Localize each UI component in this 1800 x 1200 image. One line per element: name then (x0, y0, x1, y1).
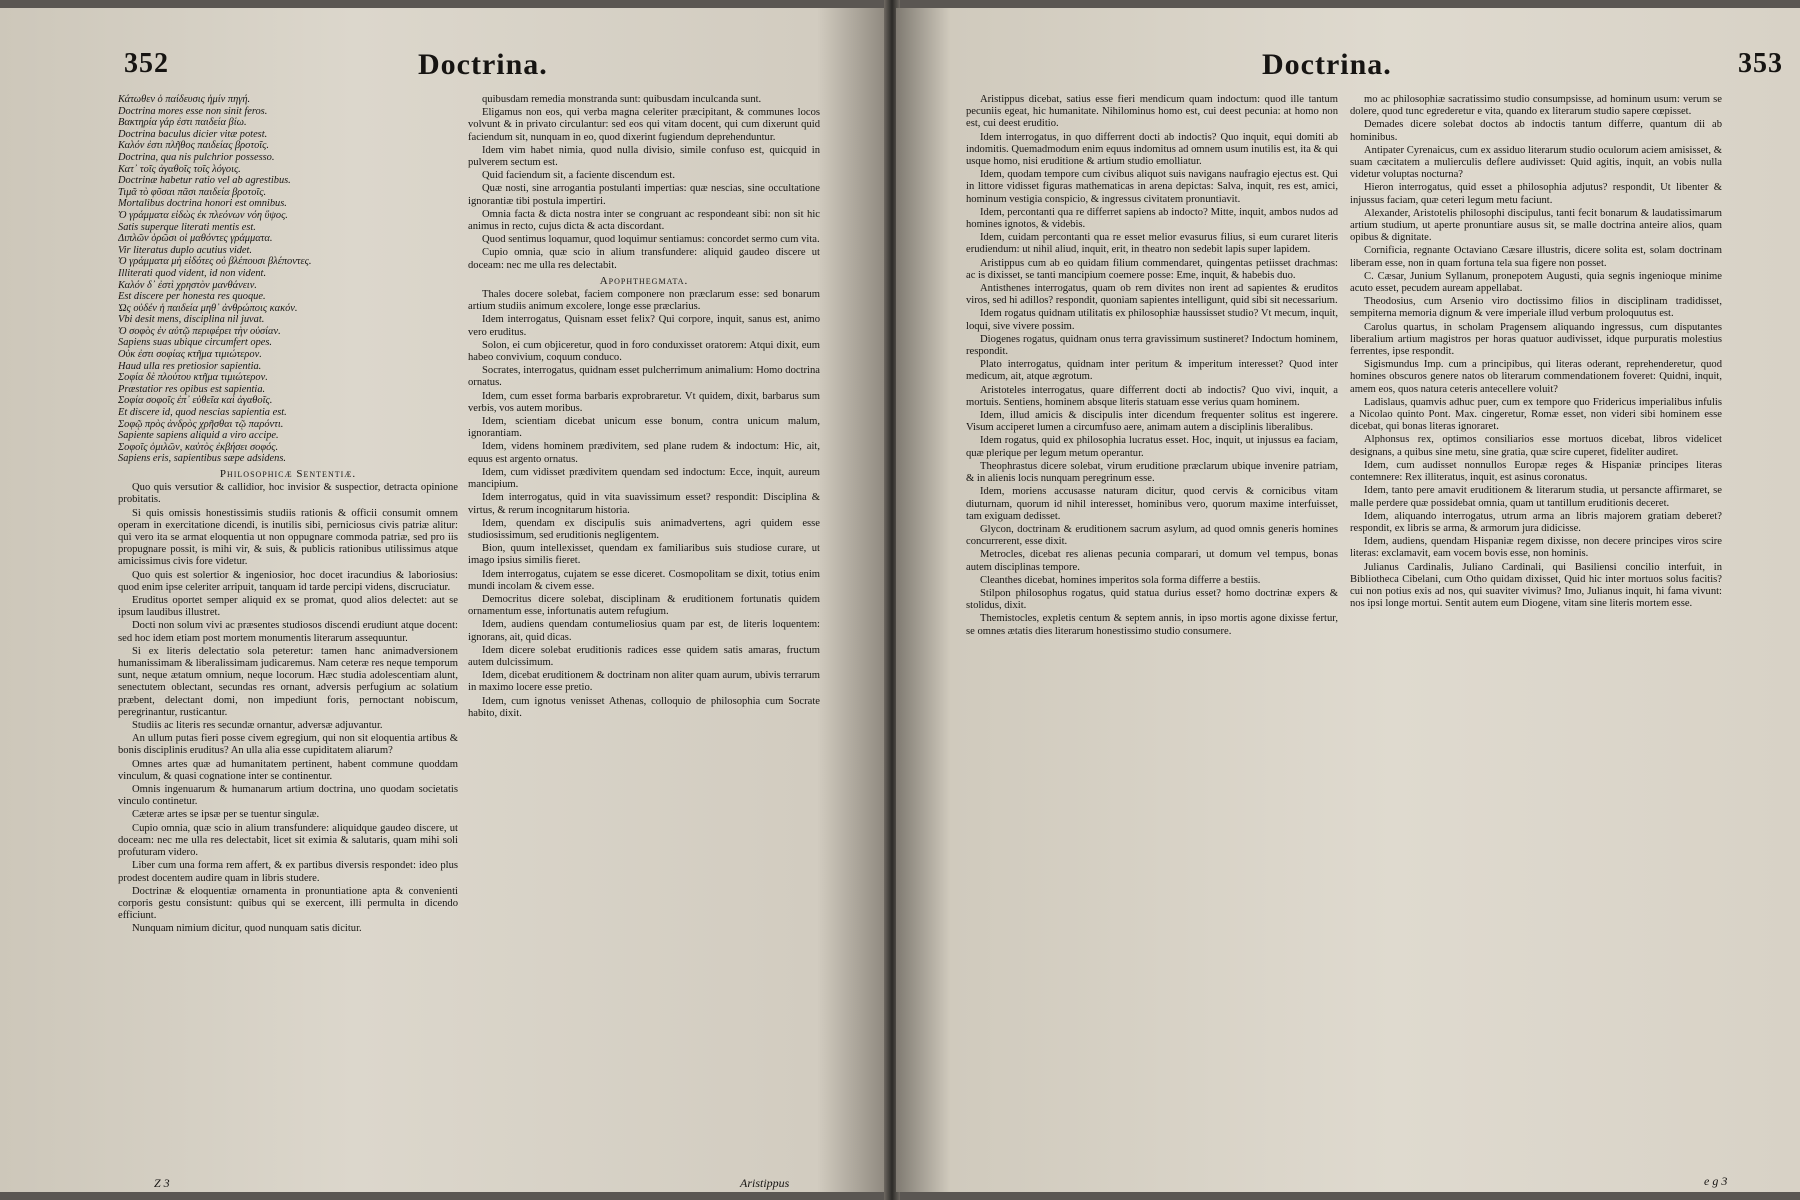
gnome-line: Doctrinæ habetur ratio vel ab agrestibus. (118, 175, 291, 187)
gnome-line: Sapiente sapiens aliquid a viro accipe. (118, 430, 279, 442)
gnome-line: Βακτηρία γάρ ἐστι παιδεία βίω. (118, 117, 247, 129)
left-column-2 (468, 94, 820, 1174)
page-number: 353 (1738, 48, 1783, 79)
paragraph: Solon, ei cum objiceretur, quod in foro conduxisset oratorem: Atqui dixit, eum habeo convivium, coquum conduco. (468, 339, 820, 364)
gnome-line: Sapiens suas ubique circumfert opes. (118, 337, 273, 349)
text-block (468, 289, 820, 720)
paragraph: Studiis ac literis res secundæ ornantur, adversæ adjuvantur. (132, 720, 383, 732)
paragraph: Socrates, interrogatus, quidnam esset pulcherrimum animalium: Homo doctrina ornatus. (468, 365, 820, 389)
left-page-header (0, 48, 888, 88)
paragraph: Si ex literis delectatio sola peteretur: tamen hanc animadversionem humanissimam & liberalissimam judicaremus. Nam ceteræ res neque temporum sunt, neque ætatum omnium, neque locorum. Hæc studia adolescentiam alunt, senectutem oblectant, secundas res ornant, adversis perfugium ac solatium præbent, delectant domi, non impediunt foris, pernoctant nobiscum, peregrinantur, rusticantur. (118, 645, 458, 718)
paragraph: Aristippus dicebat, satius esse fieri mendicum quam indoctum: quod ille tantum pecuniis egeat, hic humanitate. Nihilominus homo est, cui deest pecunia: at homo non est, cui deest eruditio. (966, 94, 1338, 130)
paragraph: Metrocles, dicebat res alienas pecunia comparari, ut domum vel tempus, bonas autem disciplinas tempore. (966, 549, 1338, 573)
paragraph: Idem, quodam tempore cum civibus aliquot suis navigans naufragio ejectus est. Qui in littore vidisset figuras mathematicas in arena depictas: Salva, inquit, res est, amici, hominum vestigia conspicio, & ingressus civitatem pronuntiavit. (966, 169, 1338, 205)
paragraph: Cleanthes dicebat, homines imperitos sola forma differre a bestiis. (980, 574, 1261, 586)
paragraph: Idem interrogatus, Quisnam esset felix? Qui corpore, inquit, sanus est, animo vero eruditus. (468, 314, 820, 338)
gnome-line: Doctrina, qua nis pulchrior possesso. (118, 151, 275, 163)
paragraph: Antipater Cyrenaicus, cum ex assiduo literarum studio oculorum aciem amisisset, & suam cæcitatem a mulierculis deflere audivisset: Quid agitis, inquit, an vobis nulla videtur voluptas nocturna? (1350, 144, 1722, 181)
signature-mark: e g 3 (1704, 1174, 1728, 1188)
paragraph: Idem vim habet nimia, quod nulla divisio, simile confuso est, quicquid in pulverem sectum est. (468, 144, 820, 169)
paragraph: Quo quis versutior & callidior, hoc invisior & suspectior, detracta opinione probitatis. (118, 482, 458, 506)
running-head: Doctrina. (1262, 48, 1392, 81)
right-column-1 (966, 94, 1338, 1174)
paragraph: Doctrinæ & eloquentiæ ornamenta in pronuntiatione apta & convenienti corporis gestu consistunt: quibus qui se exercent, illi permulta in dicendo efficiunt. (118, 885, 458, 922)
gnome-line: Doctrina mores esse non sinit feros. (118, 105, 268, 117)
gnome-line: Mortalibus doctrina honori est omnibus. (118, 198, 287, 210)
paragraph: Idem rogatus quidnam utilitatis ex philosophiæ haussisset studio? Vt mecum, inquit, loqui, sive vivere possim. (966, 308, 1338, 332)
paragraph: Cornificia, regnante Octaviano Cæsare illustris, dicere solita est, solam doctrinam liberam esse, non in quam fortuna tela sua figere non posset. (1350, 245, 1722, 269)
gnome-line: Illiterati quod vident, id non vident. (118, 267, 267, 279)
paragraph: An ullum putas fieri posse civem egregium, qui non sit eloquentia artibus & bonis disciplinis eruditus? An ulla alia esse cupiditatem aliarum? (118, 733, 458, 757)
gnome-line: Σοφῷ πρὸς ἀνδρὸς χρῆσθαι τῷ παρόντι. (118, 418, 284, 430)
gnome-line: Ὁ γράμματα μὴ εἰδότες οὐ βλέπουσι βλέποντες. (118, 256, 312, 268)
catchword: Aristippus (740, 1176, 790, 1190)
gnome-line: Σοφοῖς ὁμιλῶν, καὐτὸς ἐκβήσει σοφός. (118, 441, 279, 453)
section-heading: Apophthegmata. (599, 274, 689, 287)
gnome-line: Διπλῶν ὁρῶσι οἱ μαθόντες γράμματα. (118, 233, 273, 245)
paragraph: Idem, percontanti qua re differret sapiens ab indocto? Mitte, inquit, ambos nudos ad homines ignotos, & videbis. (966, 206, 1338, 231)
gnome-line: Καλόν δ᾽ ἐστὶ χρηστὸν μανθάνειν. (118, 279, 257, 291)
gnome-line: Vbi desit mens, disciplina nil juvat. (118, 314, 265, 326)
gnome-line: Doctrina baculus dicier vitæ potest. (118, 128, 268, 140)
paragraph: Carolus quartus, in scholam Pragensem aliquando ingressus, cum disputantes liberalium artium magistros per horas quatuor audivisset, idque purpuratis molestius ferrentes, ipse respondit. (1350, 321, 1722, 358)
right-page-header (896, 48, 1800, 88)
gnome-line: Κάτωθεν ὁ παίδευσις ἡμίν πηγή. (118, 94, 251, 105)
paragraph: Glycon, doctrinam & eruditionem sacrum asylum, ad quod omnis generis homines concurrerent, esse dixit. (966, 523, 1338, 548)
paragraph: Idem, dicebat eruditionem & doctrinam non aliter quam aurum, ubivis terrarum in maximo locere esse pretio. (468, 670, 820, 694)
paragraph: Eligamus non eos, qui verba magna celeriter præcipitant, & communes locos volvunt & in privato circulantur: sed eos qui vitam docent, qui cum dixerunt quid faciendum sit, nunquam in eo, quod dixerint fugiendum deprehenduntur. (468, 107, 820, 143)
paragraph: Cupio omnia, quæ scio in alium transfundere: aliquid gaudeo discere ut doceam: nec me ulla res delectabit. (468, 247, 820, 271)
paragraph: Theodosius, cum Arsenio viro doctissimo filios in disciplinam tradidisset, sempiterna memoria dignum & vere imperiale illud verbum proloquutus est. (1350, 296, 1722, 320)
paragraph: Idem, cum audisset nonnullos Europæ reges & Hispaniæ principes literas contemnere: Rex illiteratus, inquit, est asinus coronatus. (1350, 459, 1722, 484)
paragraph: Bion, quum intellexisset, quendam ex familiaribus suis studiose curare, ut imago ipsius similis fieret. (468, 543, 820, 567)
paragraph: Idem, videns hominem prædivitem, sed plane rudem & indoctum: Hic, ait, equus est argento ornatus. (468, 441, 820, 465)
paragraph: Cupio omnia, quæ scio in alium transfundere: aliquidque gaudeo discere, ut doceam: nec me ulla res delectabit, licet sit eximia & salutaris, quam mihi soli profuturam videro. (118, 822, 458, 859)
paragraph: Plato interrogatus, quidnam inter peritum & imperitum interesset? Quod inter medicum, ait, atque ægrotum. (966, 359, 1338, 383)
gnome-line: Ὁ σοφὸς ἐν αὐτῷ περιφέρει τὴν οὐσίαν. (118, 325, 281, 337)
gnome-line: Et discere id, quod nescias sapientia est. (118, 407, 287, 419)
paragraph: Omnia facta & dicta nostra inter se congruant ac respondeant sibi: non sit hic animus in recto, cujus dicta & acta discordant. (468, 208, 820, 233)
paragraph: Idem, tanto pere amavit eruditionem & literarum studia, ut persancte affirmaret, se malle perdere quæ possidebat omnia, quam ut tantillum eruditionis deceret. (1350, 485, 1722, 509)
gnome-line: Est discere per honesta res quoque. (118, 291, 266, 303)
paragraph: Idem, cum ignotus venisset Athenas, colloquio de philosophia cum Socrate habito, dixit. (468, 695, 820, 719)
paragraph: Alexander, Aristotelis philosophi discipulus, tanti fecit bonarum & laudatissimarum artium studium, ut aperte pronuntiare ausus sit, se malle doctrina anteire alios, quam opibus & dignitate. (1350, 207, 1722, 244)
paragraph: Thales docere solebat, faciem componere non præclarum esse: sed bonarum artium studiis animum excolere, longe esse præclarius. (468, 289, 820, 313)
text-block (468, 94, 820, 272)
paragraph: Quæ nosti, sine arrogantia postulanti impertias: quæ nescias, sine occultatione ignorantiæ tibi postula impertiri. (468, 183, 820, 207)
section-heading: Philosophicæ Sententiæ. (219, 468, 357, 480)
paragraph: Idem rogatus, quid ex philosophia lucratus esset. Hoc, inquit, ut injussus ea faciam, quæ plerique per legum metum operantur. (966, 435, 1338, 459)
right-page (896, 8, 1800, 1192)
paragraph: Omnis ingenuarum & humanarum artium doctrina, uno quodam societatis vinculo continetur. (118, 784, 458, 808)
gnome-line: Οὐκ ἐστι σοφίας κτῆμα τιμιώτερον. (118, 349, 262, 361)
gnome-line: Ὁ γράμματα εἰδὼς ἐκ πλεόνων νόη ὕψος. (118, 209, 288, 221)
paragraph: Idem, cum esset forma barbaris exprobraretur. Vt quidem, dixit, barbarus sum verbis, vos autem moribus. (468, 390, 820, 414)
paragraph: Sigismundus Imp. cum a principibus, qui literas oderant, reprehenderetur, quod homines obscuros genere natos ob literarum commendationem foveret: Quidni, inquit, amem eos, quos natura ceteris antecellere voluit? (1350, 359, 1722, 395)
gnome-line: Τιμᾶ τὸ φῦσαι πᾶσι παιδεία βροτοῖς. (118, 186, 267, 198)
paragraph: Idem interrogatus, in quo differrent docti ab indoctis? Quo inquit, equi domiti ab indomitis. Quemadmodum enim equus indomitus ad omnem usum inutilis est, ita & qui usque homo, nisi eruditione & artium studio emolliatur. (966, 131, 1338, 168)
gnome-line: Ὡς οὐδέν ἡ παιδεία μηθ᾽ ἀνθρώποις κακόν. (118, 302, 298, 314)
paragraph: Theophrastus dicere solebat, virum eruditione præclarum ubique invenire patriam, & in alienis locis nunquam peregrinum esse. (966, 460, 1338, 485)
paragraph: Idem interrogatus, cujatem se esse diceret. Cosmopolitam se dixit, totius enim mundi incolam & civem esse. (468, 568, 820, 592)
paragraph: C. Cæsar, Junium Syllanum, pronepotem Augusti, quia segnis ingenioque minime acuto esset, pecudem auream appellabat. (1350, 270, 1722, 295)
paragraph: Quod sentimus loquamur, quod loquimur sentiamus: concordet sermo cum vita. (482, 234, 820, 246)
left-page (0, 8, 888, 1192)
paragraph: Eruditus oportet semper aliquid ex se promat, quod alios delectet: aut se ipsum laudibus illustret. (118, 595, 458, 619)
gnome-line: Haud ulla res pretiosior sapientia. (118, 360, 262, 372)
paragraph: Themistocles, expletis centum & septem annis, in ipso mortis agone dixisse fertur, se omnes ætatis dies literarum honestissimo studio consumere. (966, 613, 1338, 637)
page-number: 352 (124, 48, 169, 79)
paragraph: Aristoteles interrogatus, quare differrent docti ab indoctis? Quo vivi, inquit, a mortuis. Sentiens, hominem absque literis statuam esse verius quam hominem. (966, 384, 1338, 408)
paragraph: Idem, cuidam percontanti qua re esset melior evasurus filius, si eum curaret literis erudiendum: ut nihil aliud, inquit, erit, in theatro non sedebit lapis super lapidem. (966, 232, 1338, 256)
gnome-line: Σοφία δὲ πλούτου κτῆμα τιμιώτερον. (118, 372, 268, 384)
paragraph: mo ac philosophiæ sacratissimo studio consumpsisse, ad hominum usum: verum se dolere, quod tunc egrederetur e vita, quando ex literarum studio sapere cœpisset. (1350, 94, 1722, 118)
paragraph: Idem interrogatus, quid in vita suavissimum esset? respondit: Disciplina & virtus, & rerum incognitarum historia. (468, 492, 820, 516)
paragraph: Idem dicere solebat eruditionis radices esse quidem satis amaras, fructum autem dulcissimum. (468, 644, 820, 668)
right-column-2 (1350, 94, 1722, 1174)
paragraph: Ladislaus, quamvis adhuc puer, cum ex tempore quo Fridericus imperialibus infulis a Nicolao quinto Pont. Max. cingeretur, Romæ esset, non videri sibi hominem esse dicebat, qui bonas literas ignoraret. (1350, 396, 1722, 433)
paragraph: Idem, illud amicis & discipulis inter dicendum frequenter solitus est ingerere. Visum acciperet lumen a circumfuso aere, animam autem a disciplinis liberalibus. (966, 410, 1338, 434)
paragraph: Quid faciendum sit, a faciente discendum est. (482, 170, 675, 182)
paragraph: Julianus Cardinalis, Juliano Cardinali, qui Basiliensi concilio interfuit, in Bibliotheca Cibelani, cum Otho quidam dixisset, Quid hic inter mortuos solus facitis? cui non potius exis ad nos, qui suaviter vivimus? Imo, Julianus inquit, hi fama vivunt: nos ipsi longe mortui. Sentit autem eum Diogene, vitam sine literis mortem esse. (1350, 561, 1722, 610)
running-head: Doctrina. (418, 48, 548, 81)
paragraph: Diogenes rogatus, quidnam onus terra gravissimum sustineret? Indoctum hominem, respondit. (966, 333, 1338, 358)
gnome-line: Vir literatus duplo acutius videt. (118, 244, 253, 256)
paragraph: Quo quis est solertior & ingeniosior, hoc docet iracundius & laboriosius: quod enim ipse celeriter arripuit, tanquam id tarde percipi videns, discruciatur. (118, 569, 458, 593)
paragraph: Omnes artes quæ ad humanitatem pertinent, habent commune quoddam vinculum, & quasi cognatione inter se continentur. (118, 758, 458, 782)
paragraph: Idem, aliquando interrogatus, utrum arma an libris majorem gratiam deberet? respondit, ex libris se arma, & armorum jura didicisse. (1350, 510, 1722, 534)
paragraph: Si quis omissis honestissimis studiis rationis & officii consumit omnem operam in exercitatione dicendi, is inutilis sibi, perniciosus civis patriæ alitur: qui vero ita se armat eloquentia ut non oppugnare commoda patriæ, sed pro iis propugnare possit, is mihi vir, & suis, & publicis rationibus utilissimus atque amicissimus civis fore videtur. (118, 507, 458, 568)
left-column-1 (118, 94, 458, 1174)
paragraph: Antisthenes interrogatus, quam ob rem divites non irent ad sapientes & eruditos viros, sed hi adillos? respondit, quoniam sapientes intelligunt, quid sibi sit necessarium. (966, 283, 1338, 307)
paragraph: Stilpon philosophus rogatus, quid statua durius esset? homo doctrinæ expers & stolidus, dixit. (966, 587, 1338, 612)
paragraph: Idem, moriens accusasse naturam dicitur, quod cervis & cornicibus vitam diuturnam, quorum id nihil interesset, hominibus vero, quorum maxime interfuisset, tam exiguam dedisset. (966, 486, 1338, 522)
gnome-line: Præstatior res opibus est sapientia. (118, 383, 266, 395)
signature-mark: Z 3 (154, 1176, 170, 1190)
gnome-line: Καλόν ἐστι πλῆθος παιδείας βροτοῖς. (118, 140, 269, 152)
paragraph: Cæteræ artes se ipsæ per se tuentur singulæ. (132, 809, 320, 821)
gnome-line: Κατ᾽ τοῖς ἀγαθοῖς τοῖς λόγοις. (118, 163, 241, 175)
gnome-line: Σοφία σοφοῖς ἐπ᾽ εὐθεῖα καὶ ἀγαθοῖς. (118, 395, 273, 407)
text-block (966, 94, 1338, 638)
paragraph: Nunquam nimium dicitur, quod nunquam satis dicitur. (132, 923, 362, 935)
paragraph: Idem, quendam ex discipulis suis animadvertens, agri quidem esse studiosissimum, sed eruditionis negligentem. (468, 517, 820, 541)
text-block (118, 482, 458, 935)
paragraph: Demades dicere solebat doctos ab indoctis tantum differre, quantum dii ab hominibus. (1350, 119, 1722, 143)
paragraph: Idem, audiens quendam contumeliosius quam par est, de literis loquentem: ignorans, ait, quid dicas. (468, 619, 820, 643)
paragraph: Idem, audiens, quendam Hispaniæ regem dixisse, non decere principes viros scire literas: exclamavit, eam vocem bovis esse, non hominis. (1350, 536, 1722, 560)
text-block (1350, 94, 1722, 610)
paragraph: Docti non solum vivi ac præsentes studiosos discendi erudiunt atque docent: sed hoc idem etiam post mortem monumentis literarum assequuntur. (118, 620, 458, 644)
paragraph: Idem, scientiam dicebat unicum esse bonum, contra unicum malum, ignorantiam. (468, 416, 820, 440)
paragraph: Democritus dicere solebat, disciplinam & eruditionem fortunatis quidem ornamentum esse, infortunatis autem refugium. (468, 593, 820, 618)
paragraph: Alphonsus rex, optimos consiliarios esse mortuos dicebat, libros videlicet designans, a quibus sine metu, sine gratia, quæ scire cuperet, fideliter audiret. (1350, 434, 1722, 458)
gnome-line: Sapiens eris, sapientibus sæpe adsidens. (118, 453, 286, 465)
paragraph: Liber cum una forma rem affert, & ex partibus diversis respondet: ideo plus prodest docentem audire quam in libris studere. (118, 860, 458, 884)
paragraph: Aristippus cum ab eo quidam filium commendaret, quingentas petiisset drachmas: ac is dixisset, se tanti mancipium coemere posse: Eme, inquit, & habebis duo. (966, 257, 1338, 281)
paragraph: Idem, cum vidisset prædivitem quendam sed indoctum: Ecce, inquit, aureum mancipium. (468, 466, 820, 491)
paragraph: Hieron interrogatus, quid esset a philosophia adjutus? respondit, Ut libenter & injussus faciam, quæ ceteri legum metu faciunt. (1350, 182, 1722, 206)
paragraph: quibusdam remedia monstranda sunt: quibusdam inculcanda sunt. (482, 94, 762, 105)
gnome-line: Satis superque literati mentis est. (118, 221, 256, 233)
gnomai-list (118, 94, 458, 465)
